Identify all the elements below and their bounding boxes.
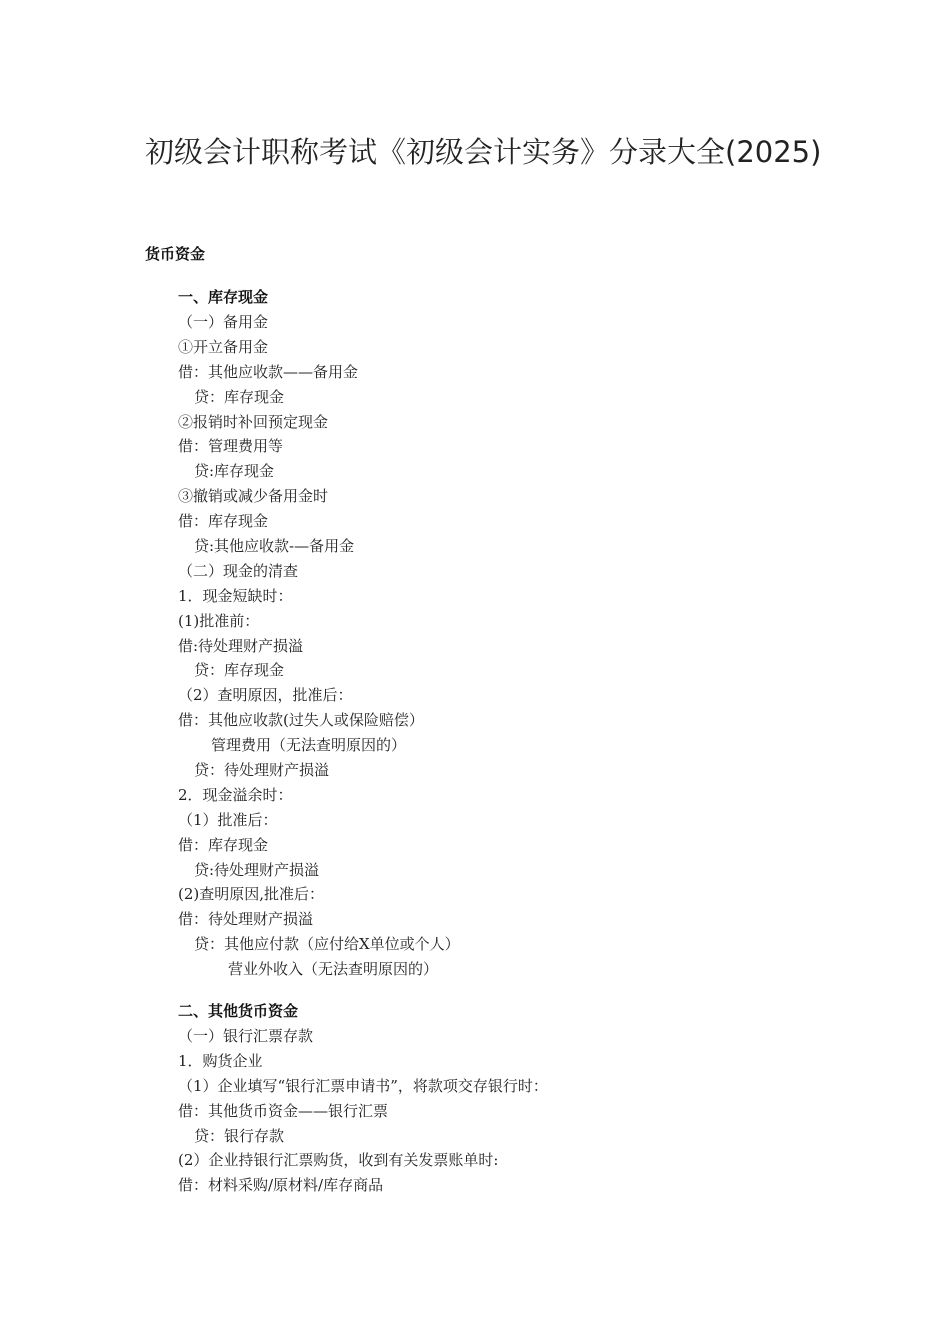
list-item: 借：其他货币资金——银行汇票: [178, 1101, 389, 1120]
section-heading: 货币资金: [145, 245, 206, 263]
list-item: 1．现金短缺时：: [178, 586, 293, 605]
list-item: 贷：库存现金: [194, 661, 285, 680]
list-item: 贷：其他应付款（应付给X单位或个人）: [194, 935, 460, 954]
list-item: 借：管理费用等: [178, 437, 284, 456]
list-item: ③撤销或减少备用金时: [178, 487, 329, 506]
list-item: 营业外收入（无法查明原因的）: [228, 960, 439, 979]
list-item: 借：其他应收款——备用金: [178, 362, 359, 381]
list-item: 借：其他应收款(过失人或保险赔偿）: [178, 711, 424, 730]
list-item: 贷：待处理财产损溢: [194, 761, 330, 780]
list-item: 贷:其他应收款-—备用金: [194, 537, 355, 556]
list-item: ②报销时补回预定现金: [178, 412, 329, 431]
list-item: （1）企业填写“银行汇票申请书”，将款项交存银行时：: [178, 1076, 548, 1095]
list-item: 借：材料采购/原材料/库存商品: [178, 1176, 384, 1195]
part-cash-on-hand: [178, 285, 878, 982]
part2-heading: 二、其他货币资金: [178, 1002, 299, 1020]
list-item: 贷：银行存款: [194, 1126, 285, 1145]
list-item: 管理费用（无法查明原因的）: [211, 736, 407, 755]
list-item: 借：库存现金: [178, 512, 269, 531]
part-other-monetary-funds: [178, 999, 878, 1198]
list-item: (2)查明原因,批准后：: [178, 885, 325, 904]
list-item: （二）现金的清查: [178, 561, 299, 580]
part1-heading: 一、库存现金: [178, 288, 269, 306]
document-title: 初级会计职称考试《初级会计实务》分录大全(2025): [145, 135, 822, 169]
list-item: 贷:待处理财产损溢: [194, 860, 320, 879]
list-item: (2）企业持银行汇票购货，收到有关发票账单时:: [178, 1151, 499, 1170]
list-item: 1．购货企业: [178, 1051, 263, 1070]
list-item: 借：待处理财产损溢: [178, 910, 314, 929]
list-item: 贷:库存现金: [194, 462, 275, 481]
list-item: 借：库存现金: [178, 835, 269, 854]
list-item: （一）备用金: [178, 313, 269, 331]
list-item: 2．现金溢余时：: [178, 785, 293, 804]
list-item: (1)批准前：: [178, 611, 260, 630]
list-item: 借:待处理财产损溢: [178, 636, 304, 655]
list-item: （1）批准后：: [178, 810, 278, 829]
list-item: 贷：库存现金: [194, 387, 285, 406]
list-item: （一）银行汇票存款: [178, 1027, 314, 1045]
list-item: （2）查明原因，批准后：: [178, 686, 353, 705]
list-item: ①开立备用金: [178, 337, 269, 356]
